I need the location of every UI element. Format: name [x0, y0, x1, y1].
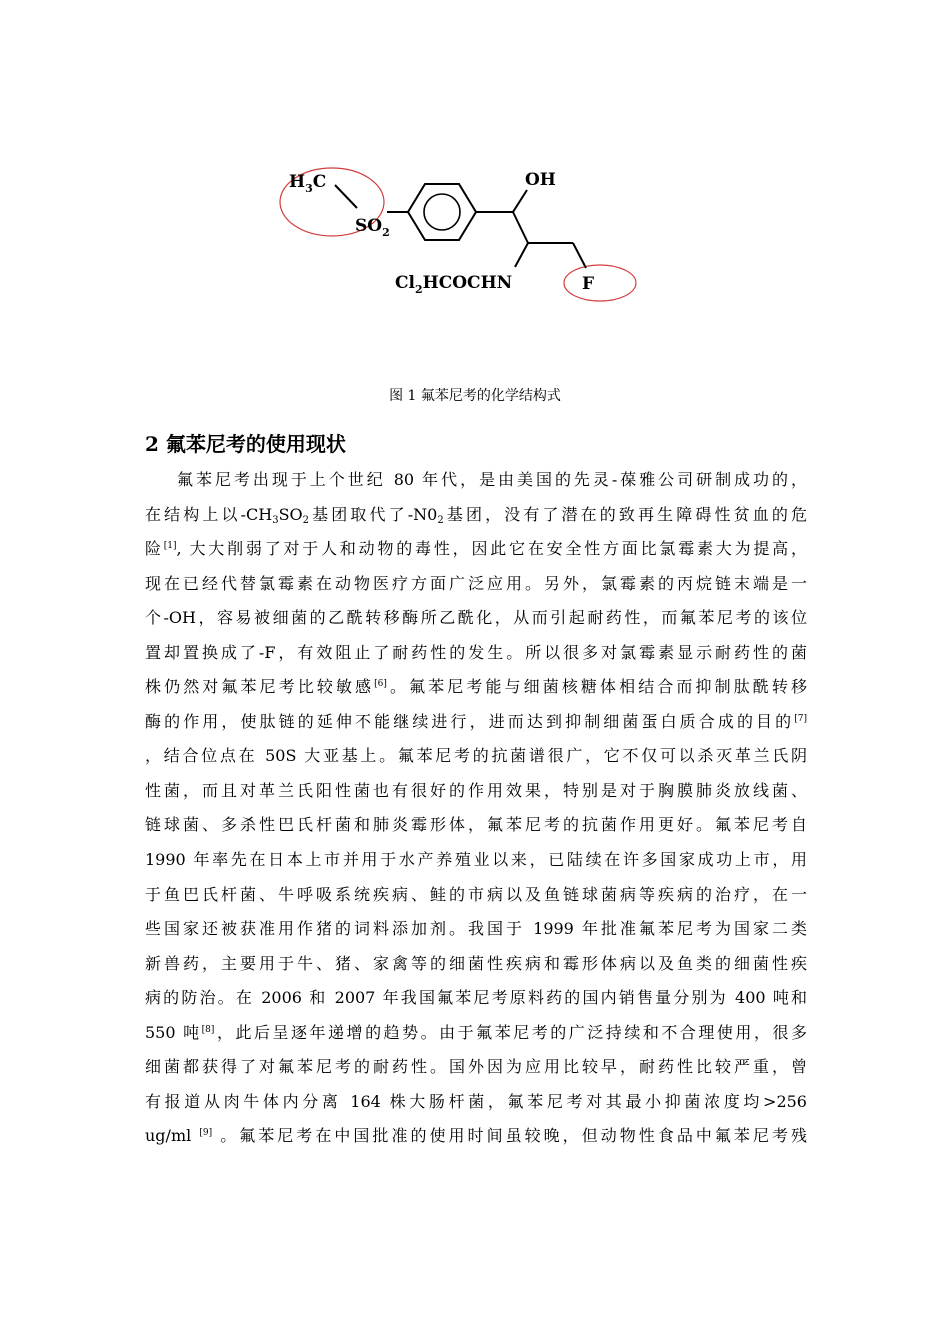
text-line: 细菌都获得了对氟苯尼考的耐药性。国外因为应用比较早，耐药性比较严重，曾 [145, 1057, 807, 1077]
figure-caption: 图 1 氟苯尼考的化学结构式 [389, 388, 561, 404]
label-cl2hcochn: $Cl_2HCOCHN$ [395, 273, 513, 296]
text-line: 株仍然对氟苯尼考比较敏感[6]。氟苯尼考能与细菌核糖体相结合而抑制肽酰转移 [145, 677, 807, 697]
text-line: 置却置换成了-F，有效阻止了耐药性的发生。所以很多对氯霉素显示耐药性的菌 [145, 642, 807, 662]
text-line: 险[1], 大大削弱了对于人和动物的毒性，因此它在安全性方面比氯霉素大为提高， [145, 539, 807, 559]
text-line: 在结构上以$-CH_3SO_2$基团取代了$-N0_2$基团，没有了潜在的致再生障碍性贫血的危 [145, 504, 807, 526]
citation-ref: [7] [794, 713, 807, 724]
subscript: 2 [437, 514, 444, 526]
text-line: ug/ml [9] 。氟苯尼考在中国批准的使用时间虽较晚，但动物性食品中氟苯尼考残 [145, 1126, 807, 1146]
text-line: 1990 年率先在日本上市并用于水产养殖业以来，已陆续在许多国家成功上市，用 [145, 850, 807, 870]
chemical-structure-figure [275, 155, 645, 315]
citation-ref: [9] [199, 1128, 213, 1139]
text-line: 链球菌、多杀性巴氏杆菌和肺炎霉形体，氟苯尼考的抗菌作用更好。氟苯尼考自 [145, 815, 807, 835]
body-paragraph [145, 463, 807, 1154]
text-line: 个-OH，容易被细菌的乙酰转移酶所乙酰化，从而引起耐药性，而氟苯尼考的该位 [145, 608, 807, 628]
text-line: 现在已经代替氯霉素在动物医疗方面广泛应用。另外，氯霉素的丙烷链末端是一 [145, 573, 807, 593]
text-line: 酶的作用，使肽链的延伸不能继续进行，进而达到抑制细菌蛋白质合成的目的[7] [145, 711, 807, 731]
text-line: 于鱼巴氏杆菌、牛呼吸系统疾病、鲑的市病以及鱼链球菌病等疾病的治疗，在一 [145, 884, 807, 904]
text-line: 病的防治。在 2006 和 2007 年我国氟苯尼考原料药的国内销售量分别为 400 吨和 [145, 988, 807, 1008]
text-line: 性菌，而且对革兰氏阳性菌也有很好的作用效果，特别是对于胸膜肺炎放线菌、 [145, 780, 807, 800]
citation-ref: [8] [201, 1024, 215, 1035]
label-f: F [582, 274, 595, 294]
highlight-ellipse-f [564, 265, 636, 301]
text-line: 有报道从肉牛体内分离 164 株大肠杆菌，氟苯尼考对其最小抑菌浓度均>256 [145, 1091, 807, 1111]
subscript: 2 [302, 514, 310, 526]
label-so2: $SO_2$ [355, 216, 390, 239]
citation-ref: [1] [163, 541, 177, 552]
text-line: 些国家还被获准用作猪的词料添加剂。我国于 1999 年批准氟苯尼考为国家二类 [145, 919, 807, 939]
label-oh: OH [525, 170, 556, 190]
subscript: 3 [272, 514, 279, 526]
text-line: 550 吨[8]，此后呈逐年递增的趋势。由于氟苯尼考的广泛持续和不合理使用，很多 [145, 1022, 807, 1042]
label-h3c: $H_3C$ [289, 172, 327, 195]
section-heading: 2 氟苯尼考的使用现状 [145, 432, 346, 456]
text-line: 新兽药，主要用于牛、猪、家禽等的细菌性疾病和霉形体病以及鱼类的细菌性疾 [145, 953, 807, 973]
text-line: ，结合位点在 50S 大亚基上。氟苯尼考的抗菌谱很广，它不仅可以杀灭革兰氏阴 [145, 746, 807, 766]
text-line: 氟苯尼考出现于上个世纪 80 年代，是由美国的先灵-葆雅公司研制成功的， [177, 470, 807, 489]
citation-ref: [6] [374, 679, 387, 690]
structure-svg [275, 155, 645, 315]
